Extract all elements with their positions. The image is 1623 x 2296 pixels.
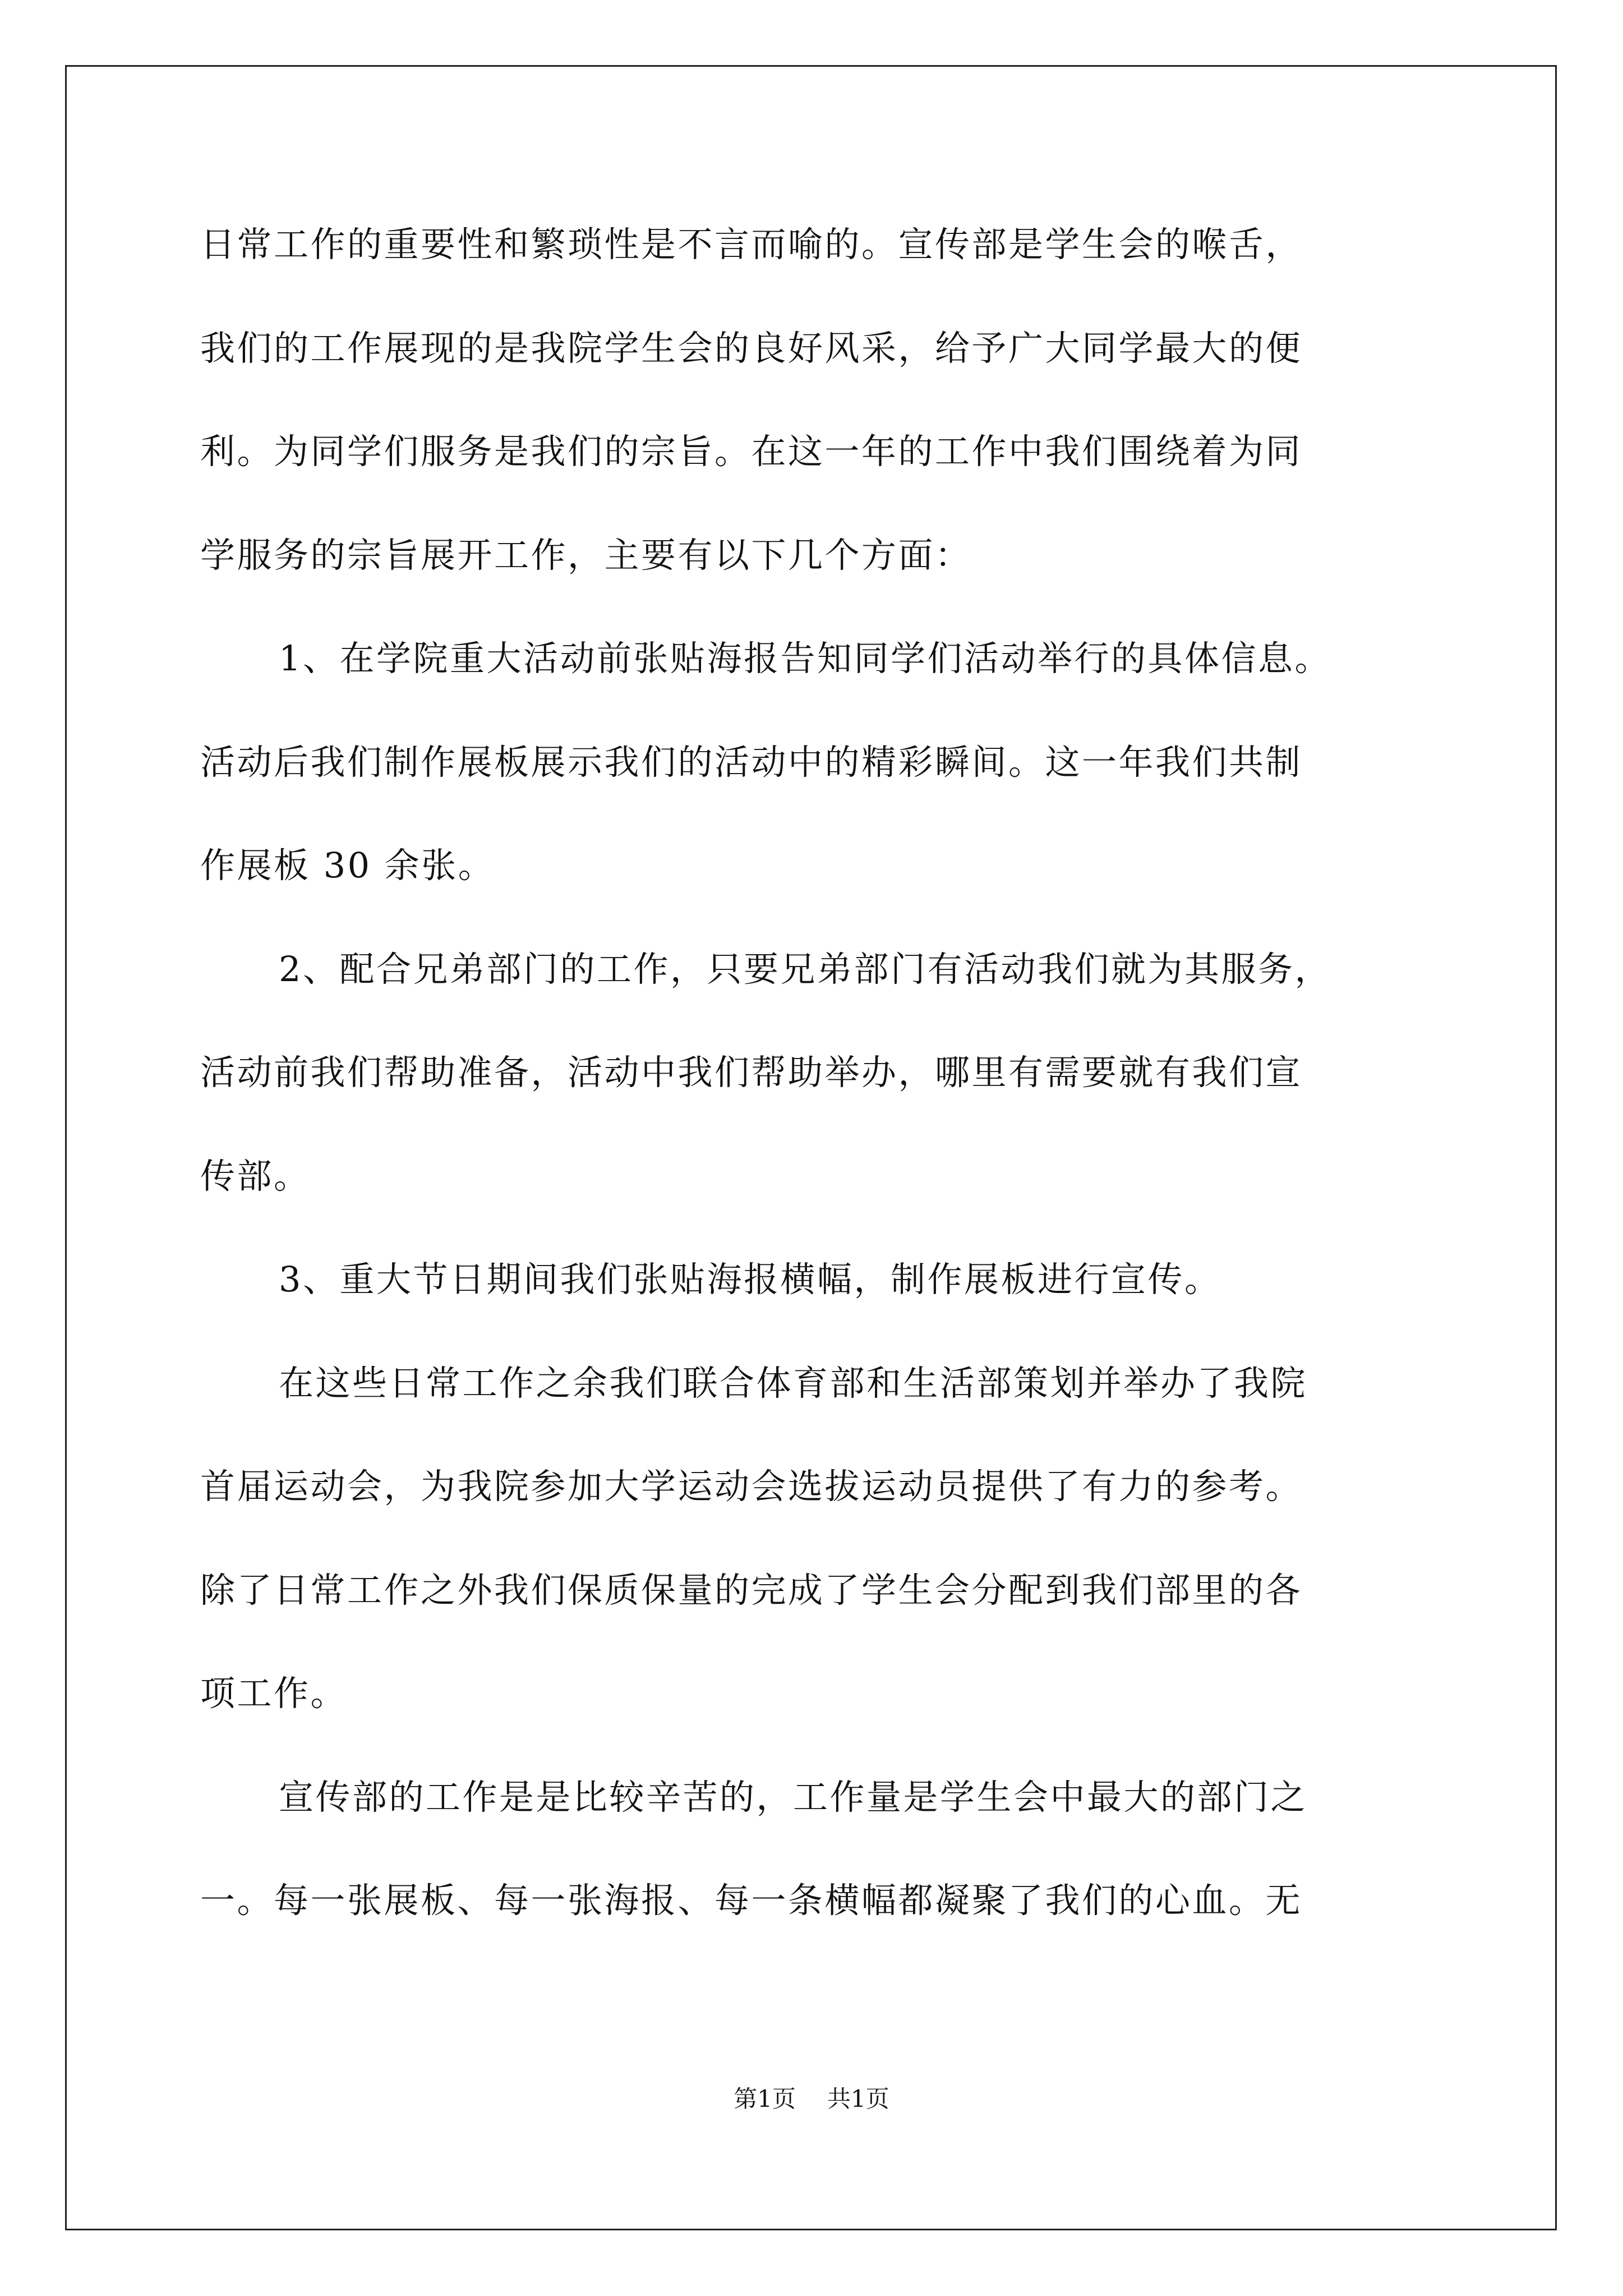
text-line: 除了日常工作之外我们保质保量的完成了学生会分配到我们部里的各 [200,1569,1303,1611]
text-line: 首届运动会，为我院参加大学运动会选拔运动员提供了有力的参考。 [200,1466,1303,1507]
text-line: 我们的工作展现的是我院学生会的良好风采，给予广大同学最大的便 [200,327,1303,369]
text-line: 作展板 30 余张。 [200,845,495,886]
document-body [200,193,1434,1953]
text-line: 3、重大节日期间我们张贴海报横幅，制作展板进行宣传。 [279,1259,1221,1300]
text-line: 活动后我们制作展板展示我们的活动中的精彩瞬间。这一年我们共制 [200,741,1303,783]
text-line: 利。为同学们服务是我们的宗旨。在这一年的工作中我们围绕着为同 [200,431,1303,472]
text-line: 活动前我们帮助准备，活动中我们帮助举办，哪里有需要就有我们宣 [200,1052,1303,1093]
text-line: 1、在学院重大活动前张贴海报告知同学们活动举行的具体信息。 [279,638,1331,679]
text-line: 一。每一张展板、每一张海报、每一条横幅都凝聚了我们的心血。无 [200,1880,1303,1921]
page-count: 共1页 [827,2085,889,2113]
text-line: 宣传部的工作是是比较辛苦的，工作量是学生会中最大的部门之 [279,1776,1308,1818]
page-footer [0,2082,1623,2116]
text-line: 在这些日常工作之余我们联合体育部和生活部策划并举办了我院 [279,1362,1308,1404]
text-line: 2、配合兄弟部门的工作，只要兄弟部门有活动我们就为其服务， [279,948,1331,990]
page-number: 第1页 [734,2085,796,2113]
text-line: 日常工作的重要性和繁琐性是不言而喻的。宣传部是学生会的喉舌， [200,224,1303,265]
text-line: 项工作。 [200,1673,348,1714]
text-line: 传部。 [200,1155,311,1197]
text-line: 学服务的宗旨展开工作，主要有以下几个方面： [200,534,972,576]
